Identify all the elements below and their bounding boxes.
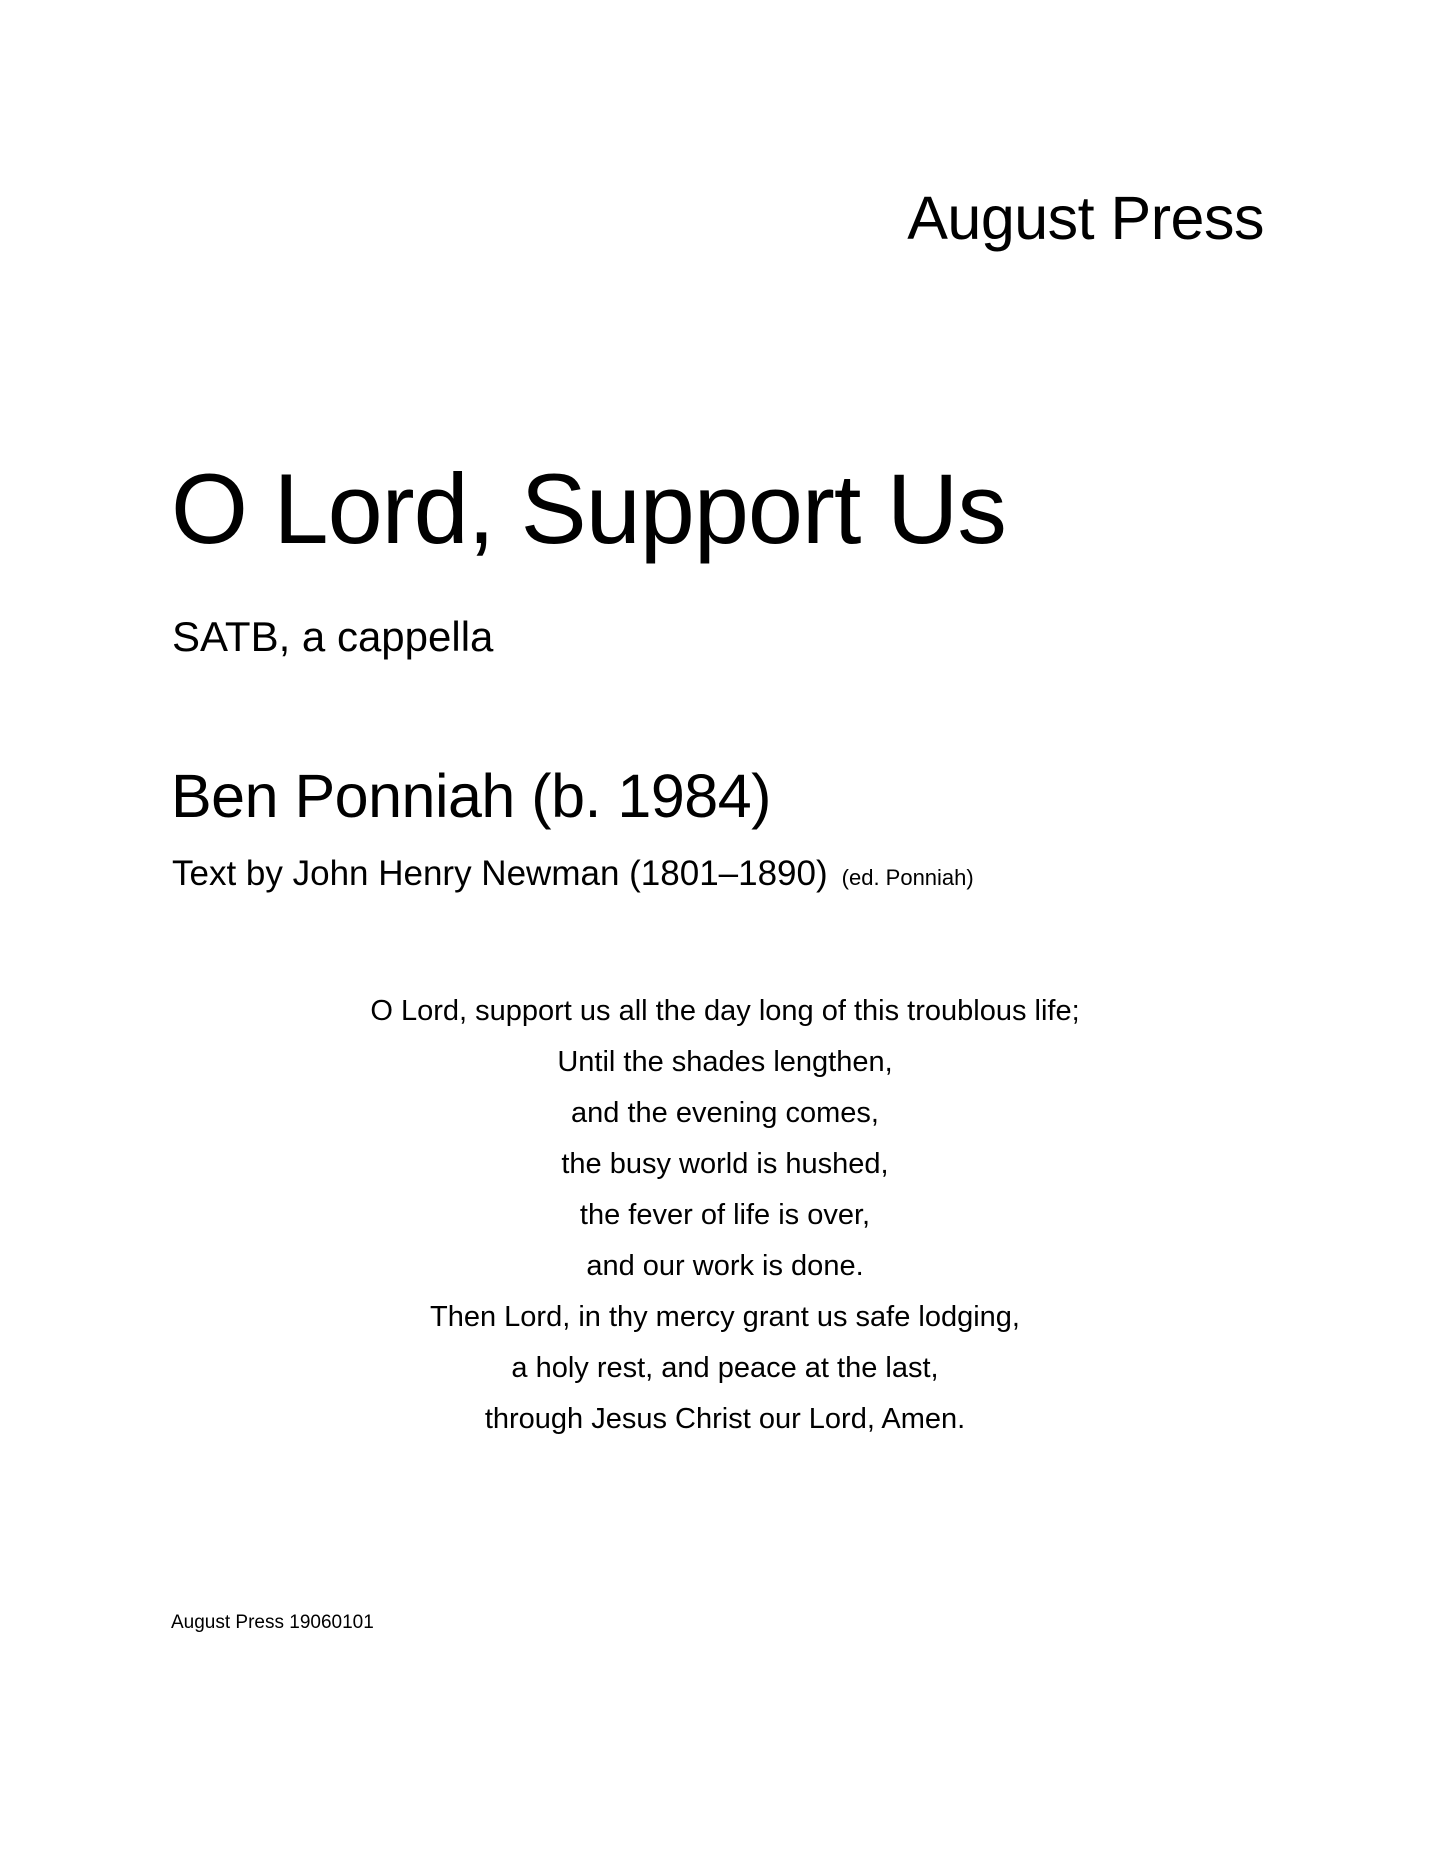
lyric-line: and our work is done. [586, 1250, 864, 1282]
lyric-line: and the evening comes, [571, 1097, 879, 1129]
text-credit [172, 856, 974, 891]
lyric-line: a holy rest, and peace at the last, [511, 1352, 939, 1384]
publisher-name: August Press [907, 184, 1264, 252]
composer: Ben Ponniah (b. 1984) [171, 762, 771, 830]
text-author: Text by John Henry Newman (1801–1890) [172, 854, 828, 893]
lyric-line: the busy world is hushed, [561, 1148, 889, 1180]
lyrics [0, 986, 1440, 1445]
lyric-line: Then Lord, in thy mercy grant us safe lodging, [430, 1301, 1020, 1333]
voicing: SATB, a cappella [172, 613, 494, 660]
catalog-number: August Press 19060101 [171, 1612, 374, 1633]
lyric-line: through Jesus Christ our Lord, Amen. [484, 1403, 966, 1435]
text-editor: (ed. Ponniah) [841, 865, 974, 890]
lyric-line: Until the shades lengthen, [557, 1046, 893, 1078]
lyric-line: O Lord, support us all the day long of this troublous life; [370, 995, 1080, 1027]
lyric-line: the fever of life is over, [579, 1199, 871, 1231]
page-title: O Lord, Support Us [171, 453, 1006, 564]
